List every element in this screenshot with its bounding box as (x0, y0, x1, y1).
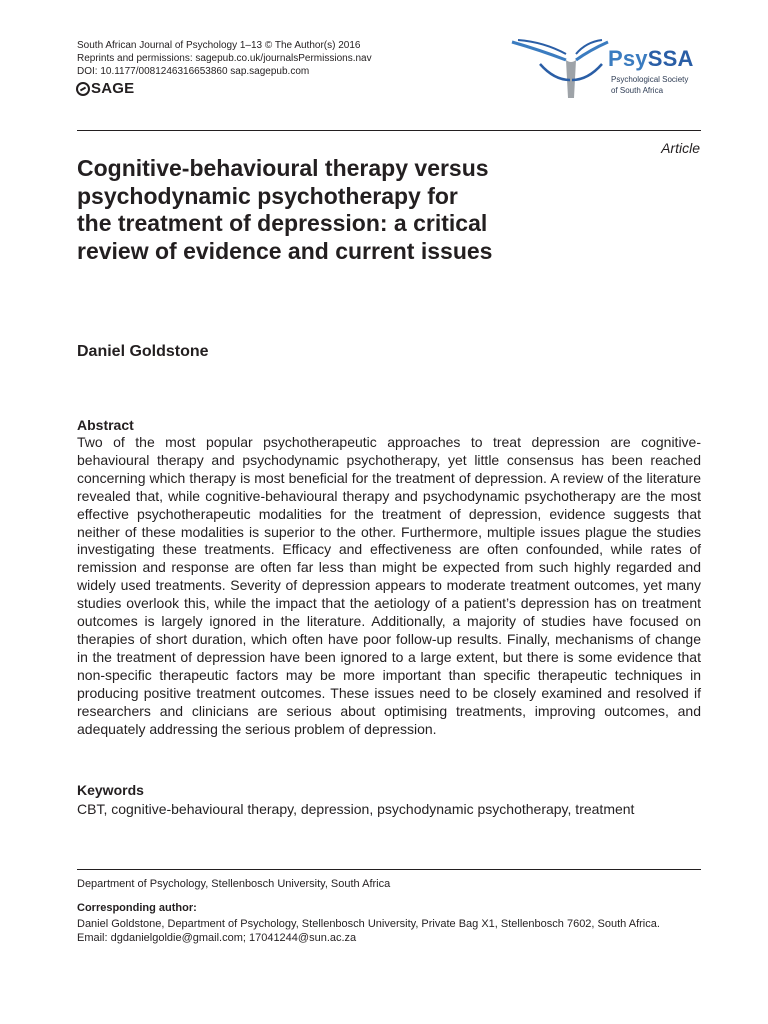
logo-name-psy: Psy (608, 46, 648, 71)
logo-subtitle-line2: of South Africa (611, 86, 664, 95)
journal-citation: South African Journal of Psychology 1–13 © The Author(s) 2016 (77, 40, 361, 51)
article-title: Cognitive-behavioural therapy versus psychodynamic psychotherapy for the treatment of depression: a critical review of evidence and current issues (77, 155, 493, 264)
abstract-heading: Abstract (77, 417, 134, 433)
corresponding-email: Email: dgdanielgoldie@gmail.com; 17041244@sun.ac.za (77, 932, 357, 944)
abstract-text: Two of the most popular psychotherapeutic approaches to treat depression are cognitive-behavioural therapy and psychodynamic psychotherapy, yet little consensus has been reached concerning which therapy is most beneficial for the treatment of depression. A review of the literature revealed that, while cognitive-behavioural therapy and psychodynamic psychotherapy are the most effective psychotherapeutic modalities for the treatment of depression, evidence suggests that neither of these modalities is superior to the other. Furthermore, multiple issues plague the studies investigating these treatments. Efficacy and effectiveness are often confounded, while rates of remission and response are often far less than might be expected from such highly regarded and widely used treatments. Severity of depression appears to moderate treatment outcomes, yet many studies overlook this, while the impact that the aetiology of a patient’s depression has on treatment outcomes is largely ignored in the literature. Additionally, a majority of studies have focused on therapies of short duration, which often have poor follow-up results. Finally, mechanisms of change in the treatment of depression have been ignored to a large extent, but there is some evidence that non-specific therapeutic factors may be more important than specific therapeutic techniques in producing positive treatment outcomes. These issues need to be closely examined and resolved if researchers and clinicians are serious about optimising treatments, improving outcomes, and adequately addressing the serious problem of depression. (77, 434, 701, 737)
logo-subtitle-line1: Psychological Society (611, 75, 689, 84)
corresponding-address: Daniel Goldstone, Department of Psychology, Stellenbosch University, Private Bag X1, Stellenbosch 7602, South Africa. (77, 918, 660, 930)
reprints-line: Reprints and permissions: sagepub.co.uk/journalsPermissions.nav (77, 53, 372, 64)
author-affiliation: Department of Psychology, Stellenbosch University, South Africa (77, 878, 391, 890)
publisher-name: SAGE (91, 80, 135, 97)
footer-divider (77, 869, 701, 870)
psyssa-logo-subtitle (611, 74, 688, 96)
article-type-label: Article (661, 140, 700, 156)
journal-metadata (77, 39, 372, 78)
keywords-heading: Keywords (77, 782, 144, 798)
sage-mark-icon (76, 82, 90, 96)
doi-line: DOI: 10.1177/0081246316653860 sap.sagepub.com (77, 66, 310, 77)
sage-logo (76, 80, 134, 97)
header-divider (77, 130, 701, 131)
psyssa-logo-name (608, 46, 694, 72)
logo-name-ssa: SSA (647, 46, 694, 71)
corresponding-author-heading: Corresponding author: (77, 902, 197, 914)
keywords-text: CBT, cognitive-behavioural therapy, depression, psychodynamic psychotherapy, treatment (77, 801, 635, 817)
corresponding-author-details (77, 917, 660, 945)
author-name: Daniel Goldstone (77, 343, 209, 360)
